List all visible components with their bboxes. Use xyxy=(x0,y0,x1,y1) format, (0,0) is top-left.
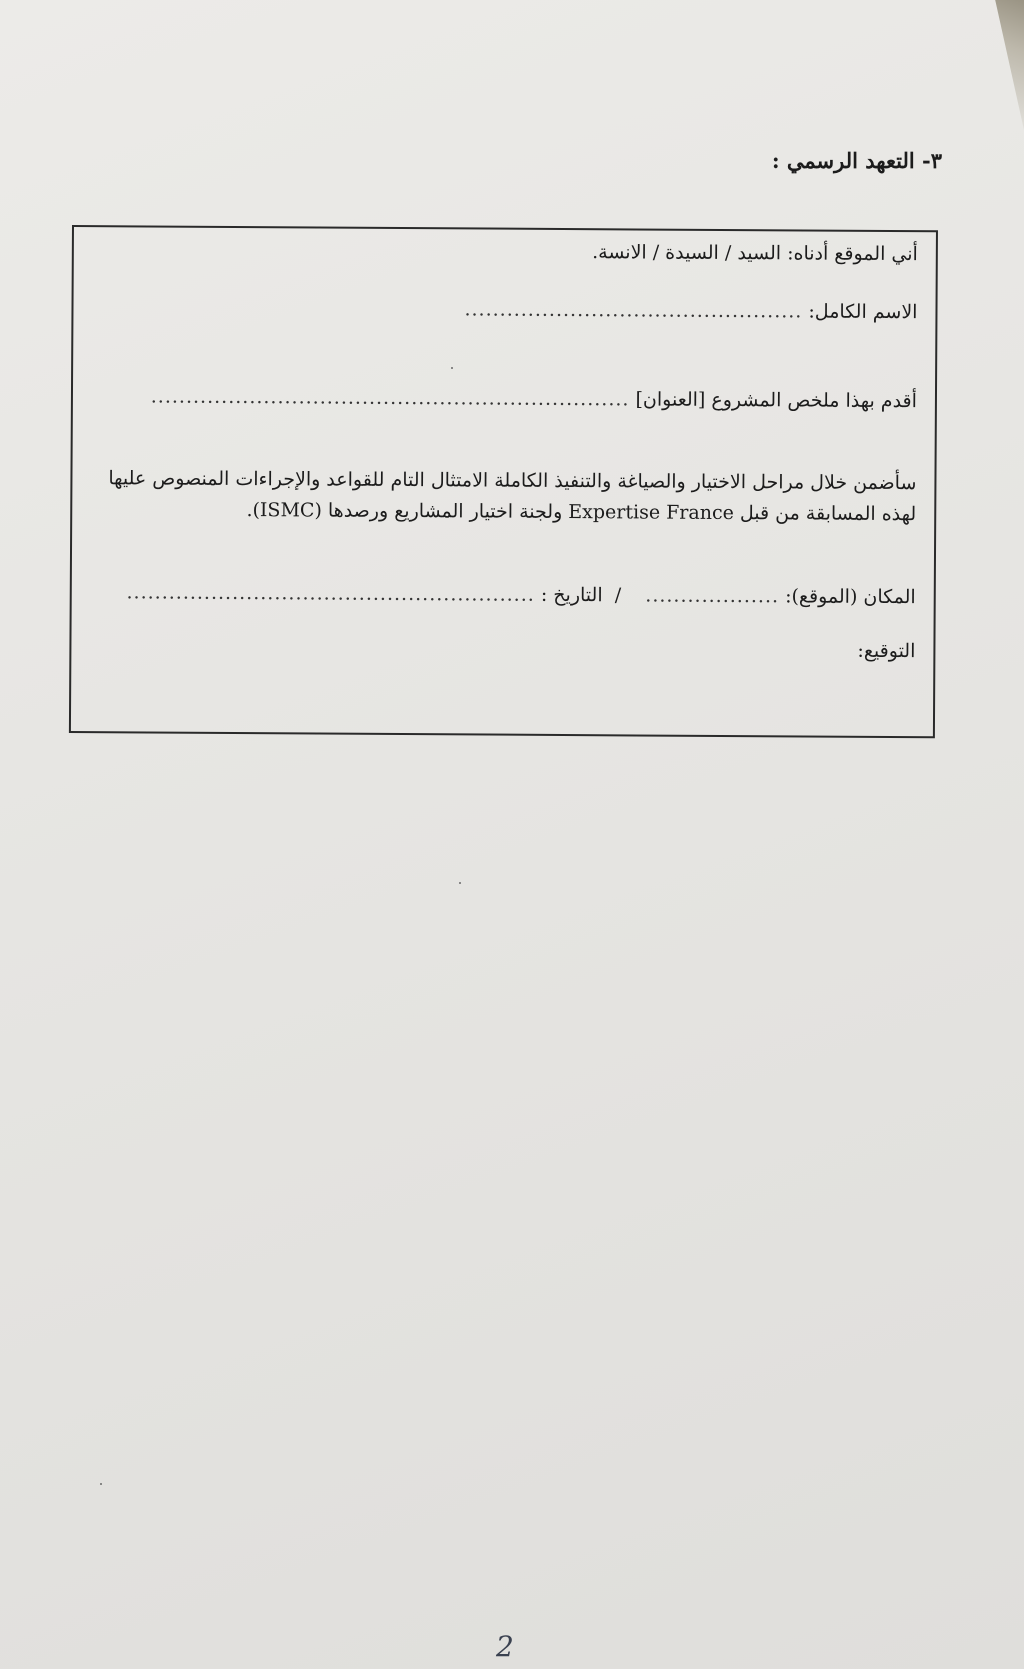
project-title-field[interactable]: .................................................................... xyxy=(150,385,630,411)
signature-label: التوقيع: xyxy=(857,639,916,663)
place-date-line xyxy=(126,578,915,611)
place-field[interactable]: ................... xyxy=(645,584,780,608)
project-title-label: أقدم بهذا ملخص المشروع [العنوان] xyxy=(635,388,918,413)
date-field[interactable]: .......................................................... xyxy=(126,581,535,606)
signature-line xyxy=(857,637,915,665)
full-name-field[interactable]: ................................................ xyxy=(464,298,803,323)
commitment-line-2 xyxy=(246,496,916,528)
paper-speck xyxy=(459,882,461,884)
commitment-text-b: ولجنة اختيار المشاريع ورصدها (ISMC). xyxy=(246,499,563,524)
organization-name: Expertise France xyxy=(568,501,734,525)
date-label: التاريخ : xyxy=(540,583,603,607)
paper-corner-edge xyxy=(976,0,1024,130)
place-label: المكان (الموقع): xyxy=(785,585,916,609)
paper-speck xyxy=(100,1483,102,1485)
project-title-line xyxy=(151,382,917,415)
paper-speck xyxy=(451,367,453,369)
commitment-box xyxy=(69,225,938,738)
full-name-line xyxy=(464,295,917,326)
commitment-text-a: لهذه المسابقة من قبل xyxy=(739,502,917,526)
section-title: ٣- التعهد الرسمي : xyxy=(771,148,942,173)
commitment-line-1: سأضمن خلال مراحل الاختيار والصياغة والتنفيذ الكاملة الامتثال التام للقواعد والإجراءات المنصوص عليها xyxy=(108,467,917,495)
intro-line: أني الموقع أدناه: السيد / السيدة / الانسة. xyxy=(592,241,918,266)
page-number: 2 xyxy=(496,1630,514,1663)
date-separator: / xyxy=(614,584,622,607)
full-name-label: الاسم الكامل: xyxy=(808,300,918,324)
